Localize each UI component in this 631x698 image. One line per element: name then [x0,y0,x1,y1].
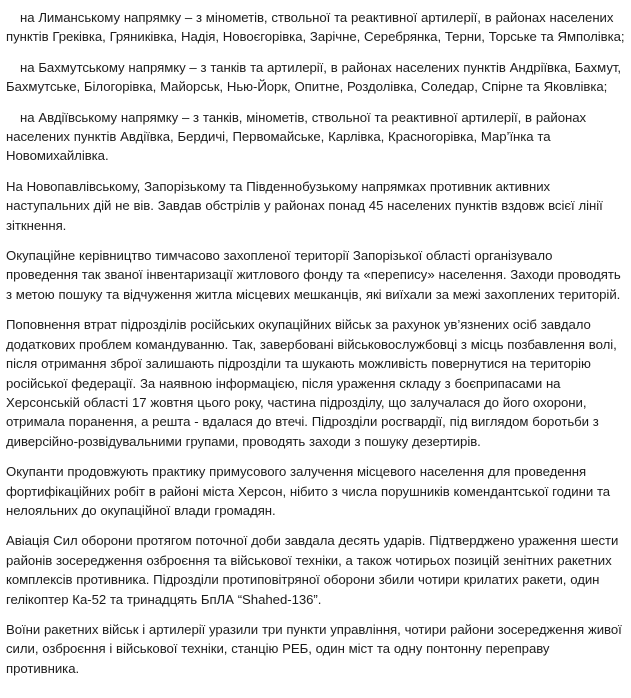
paragraph: на Бахмутському напрямку – з танків та артилерії, в районах населених пунктів Андріївка, Бахмут, Бахмутське, Білогорівка, Майорськ, Нью-Йорк, Опитне, Роздолівка, Соледар, Спірне та Яковлівка; [6,59,622,95]
paragraph: На Новопавлівському, Запорізькому та Південнобузькому напрямках противник активних наступальних дій не вів. Завдав обстрілів у районах понад 45 населених пунктів вздовж всієї лінії зіткнення. [6,178,603,233]
paragraph: Окупанти продовжують практику примусового залучення місцевого населення для проведення фортифікаційних робіт в районі міста Херсон, нібито з числа порушників комендантської години та нелояльних до окупаційної влади громадян. [6,464,611,518]
paragraph: Окупаційне керівництво тимчасово захопленої території Запорізької області організувало проведення так званої інвентаризації житлового фонду та «перепису» населення. Заходи проводять з метою пошуку та відчуження житла місцевих мешканців, які виїхали за межі захоплених територій. [6,248,621,302]
paragraph: на Лиманському напрямку – з мінометів, ствольної та реактивної артилерії, в районах населених пунктів Греківка, Гряниківка, Надія, Новоєгорівка, Зарічне, Серебрянка, Терни, Торське та Ямполівка; [6,10,625,45]
paragraph: Воїни ракетних військ і артилерії уразили три пункти управління, чотири райони зосередження живої сили, озброєння і військової техніки, станцію РЕБ, один міст та одну понтонну переправу противника. [6,621,622,676]
paragraph: Авіація Сил оборони протягом поточної доби завдала десять ударів. Підтверджено ураження шести районів зосередження озброєння та військової техніки, а також чотирьох позицій зенітних ракетних комплексів противника. Підрозділи протиповітряної оборони збили чотири крилатих ракети, один гелікоптер Ка-52 та тринадцять БпЛА “Shahed-136”. [6,533,619,607]
paragraph: Поповнення втрат підрозділів російських окупаційних військ за рахунок ув’язнених осіб завдало додаткових проблем командуванню. Так, завербовані військовослужбовці з місць позбавлення волі, після отримання зброї залишають підрозділи та шукають можливість повернутися на територію російської федерації. За наявною інформацією, після ураження складу з боєприпасами на Херсонській області 17 жовтня цього року, частина підрозділу, що залучалася до його охорони, отримала поранення, а решта - вдалася до втечі. Підрозділи росгвардії, під виглядом боротьби з диверсійно-розвідувальними групами, проводять заходи з пошуку дезертирів. [6,317,617,449]
paragraph: на Авдіївському напрямку – з танків, мінометів, ствольної та реактивної артилерії, в районах населених пунктів Авдіївка, Бердичі, Первомайське, Карлівка, Красногорівка, Мар’їнка та Новомихайлівка. [6,109,587,164]
